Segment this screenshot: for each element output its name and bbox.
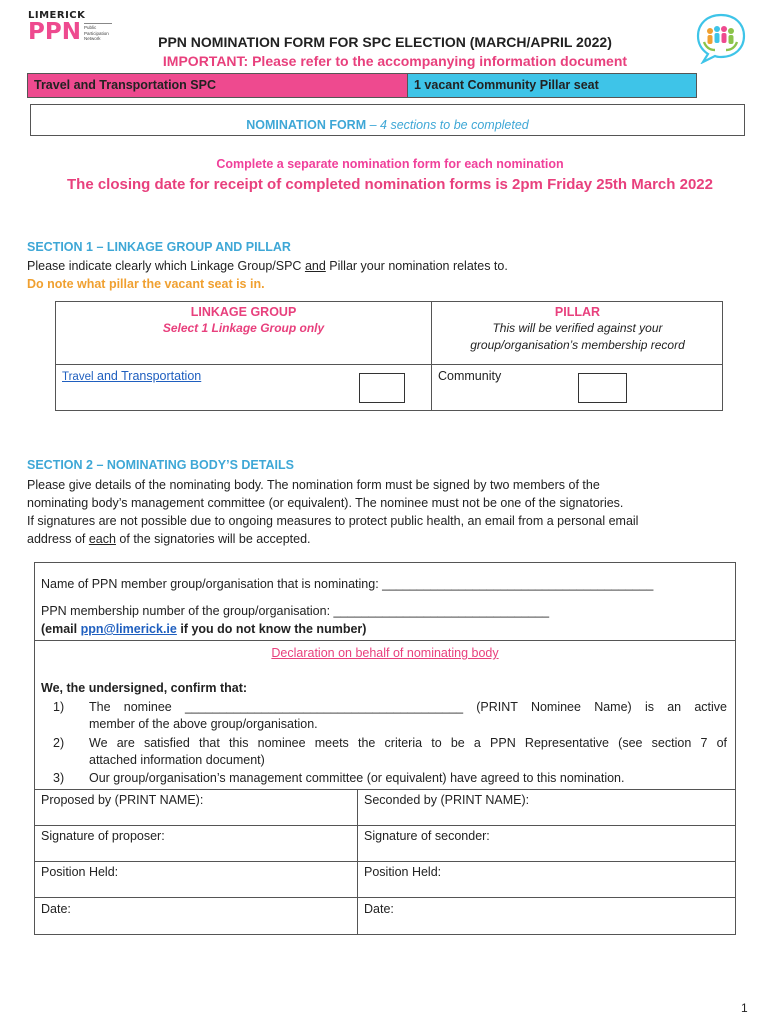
pillar-checkbox[interactable] [578,373,627,403]
seconder-date-field[interactable]: Date: [364,902,394,916]
item-text-line1: Our group/organisation’s management committee (or equivalent) have agreed to this nomination. [89,771,625,785]
section1-intro-a: Please indicate clearly which Linkage Group/SPC [27,259,305,273]
proposer-position-field[interactable]: Position Held: [41,865,119,879]
membership-number-field[interactable]: PPN membership number of the group/organisation: _______________________________ [41,604,550,618]
section1-intro-and: and [304,259,326,273]
confirm-item-1 [53,699,727,733]
spc-name-cell: Travel and Transportation SPC [28,74,408,97]
page-title: PPN NOMINATION FORM FOR SPC ELECTION (MARCH/APRIL 2022) [158,34,612,50]
ppn-email-link[interactable]: ppn@limerick.ie [80,622,177,636]
important-notice: IMPORTANT: Please refer to the accompanying information document [162,53,628,69]
spc-bar [27,73,697,98]
section2-paragraph [27,476,747,548]
linkage-checkbox[interactable] [359,373,405,403]
linkage-group-header: LINKAGE GROUP [190,305,297,319]
nomination-form-label: NOMINATION FORM [246,118,367,132]
confirm-heading: We, the undersigned, confirm that: [41,681,248,695]
pillar-header: PILLAR [554,305,601,319]
seconded-by-field[interactable]: Seconded by (PRINT NAME): [364,793,530,807]
confirm-item-2 [53,735,727,769]
section2-heading: SECTION 2 – NOMINATING BODY’S DETAILS [27,458,294,472]
pillar-subheader-line2: group/organisation’s membership record [470,338,685,352]
confirm-item-3 [53,770,727,787]
linkage-group-subheader: Select 1 Linkage Group only [162,321,325,335]
section2-para-line4b: of the signatories will be accepted. [115,532,311,546]
logo-main-text: PPN [28,19,81,45]
pillar-value: Community [438,369,502,383]
section1-intro-b: Pillar your nomination relates to. [325,259,508,273]
section1-note: Do note what pillar the vacant seat is in. [27,277,265,291]
sections-note: 4 sections to be completed [380,118,529,132]
nominating-body-box [34,562,736,935]
seconder-signature-field[interactable]: Signature of seconder: [364,829,490,843]
section2-para-each: each [88,532,116,546]
item-text-line1: We are satisfied that this nominee meets the criteria to be a PPN Representative (see section 7 of [89,736,727,750]
section1-heading: SECTION 1 – LINKAGE GROUP AND PILLAR [27,240,291,254]
email-note [41,622,366,636]
closing-date: The closing date for receipt of completed nomination forms is 2pm Friday 25th March 2022 [67,176,713,193]
section2-para-line2: nominating body’s management committee (or equivalent). The nominee must not be one of the signatories. [27,496,624,510]
section2-para-line3: If signatures are not possible due to ongoing measures to protect public health, an email from a personal email [27,514,639,528]
org-name-field[interactable]: Name of PPN member group/organisation that is nominating: _______________________________________ [41,577,654,591]
logo-top-text: LIMERICK [28,10,86,21]
seconder-position-field[interactable]: Position Held: [364,865,442,879]
linkage-value-a: Travel [62,371,94,383]
separate-form-note: Complete a separate nomination form for each nomination [216,157,564,171]
item-num: 1) [53,700,65,714]
linkage-group-value [62,369,201,383]
linkage-pillar-table [55,301,723,411]
item-text-line2: attached information document) [89,753,265,767]
item-text-line2: member of the above group/organisation. [89,717,318,731]
logo-tagline: Public Participation Network [84,23,112,42]
proposer-date-field[interactable]: Date: [41,902,71,916]
proposed-by-field[interactable]: Proposed by (PRINT NAME): [41,793,204,807]
item-num: 3) [53,771,65,785]
nomination-form-dash: – [366,118,381,132]
section2-para-line1: Please give details of the nominating body. The nomination form must be signed by two members of the [27,478,600,492]
section1-intro [27,259,508,273]
pillar-subheader-line1: This will be verified against your [492,321,663,335]
page-number: 1 [741,1001,748,1015]
vacancy-cell: 1 vacant Community Pillar seat [408,74,696,97]
linkage-value-b: and Transportation [93,369,202,383]
section2-para-line4a: address of [27,532,89,546]
nomination-form-box [30,104,745,136]
proposer-signature-field[interactable]: Signature of proposer: [41,829,165,843]
declaration-heading: Declaration on behalf of nominating body [271,646,499,660]
item-num: 2) [53,736,65,750]
item-text-line1: The nominee ________________________________________ (PRINT Nominee Name) is an active [89,700,727,714]
email-suffix: if you do not know the number) [176,622,367,636]
email-prefix: (email [41,622,81,636]
